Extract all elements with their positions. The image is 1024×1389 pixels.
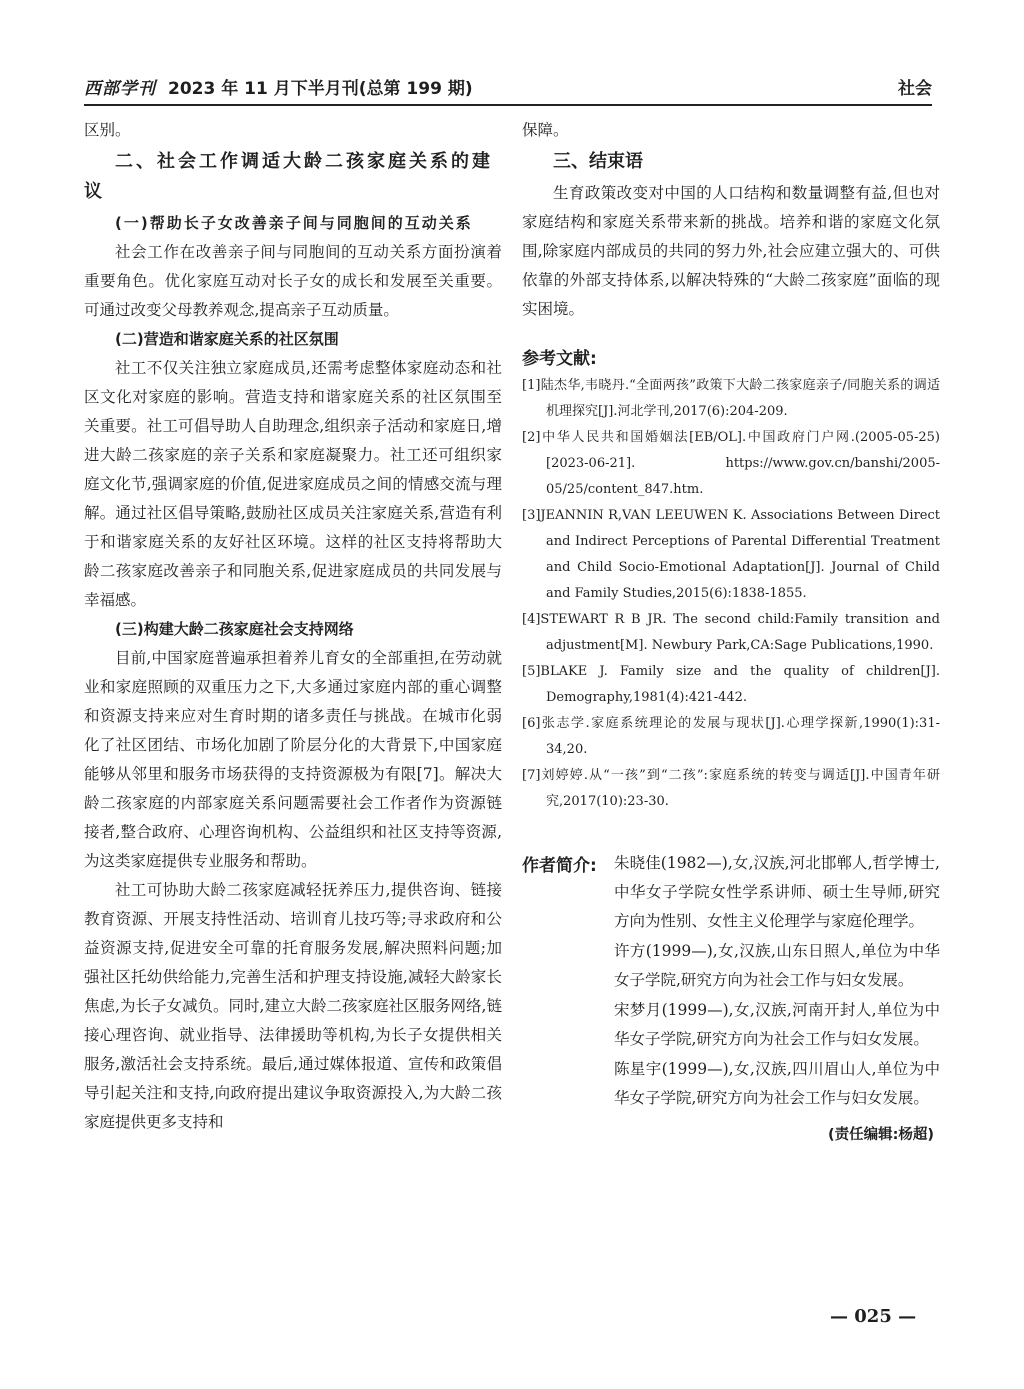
reference-item: [5]BLAKE J. Family size and the quality of children[J]. Demography,1981(4):421-442. bbox=[522, 664, 940, 705]
paragraph-4: 社工可协助大龄二孩家庭减轻抚养压力,提供咨询、链接教育资源、开展支持性活动、培训育儿技巧等;寻求政府和公益资源支持,促进安全可靠的托育服务发展,解决照料问题;加强社区托幼供给能力,完善生活和护理支持设施,减轻大龄家长焦虑,为长子女减负。同时,建立大龄二孩家庭社区服务网络,链接心理咨询、就业指导、法律援助等机构,为长子女提供相关服务,激活社会支持系统。最后,通过媒体报道、宣传和政策倡导引起关注和支持,向政府提出建议争取资源投入,为大龄二孩家庭提供更多支持和 bbox=[84, 881, 502, 1131]
header-rule bbox=[84, 104, 932, 106]
references-title: 参考文献: bbox=[522, 349, 597, 369]
paragraph-continuation: 区别。 bbox=[84, 121, 131, 139]
reference-item: [7]刘婷婷.从“一孩”到“二孩”:家庭系统的转变与调适[J].中国青年研究,2017(10):23-30. bbox=[522, 768, 940, 809]
reference-item: [6]张志学.家庭系统理论的发展与现状[J].心理学探新,1990(1):31-34,20. bbox=[522, 716, 940, 757]
right-column bbox=[522, 116, 940, 1144]
subheading-1: (一)帮助长子女改善亲子间与同胞间的互动关系 bbox=[115, 214, 473, 232]
reference-item: [3]JEANNIN R,VAN LEEUWEN K. Associations Between Direct and Indirect Perceptions of Parental Differential Treatment and Child Socio-Emotional Adaptation[J]. Journal of Child and Family Studies,2015(6):1838-1855. bbox=[522, 508, 940, 601]
journal-logo: 西部学刊 bbox=[84, 79, 156, 99]
paragraph-3: 目前,中国家庭普遍承担着养儿育女的全部重担,在劳动就业和家庭照顾的双重压力之下,大多通过家庭内部的重心调整和资源支持来应对生育时期的诸多责任与挑战。在城市化弱化了社区团结、市场化加剧了阶层分化的大背景下,中国家庭能够从邻里和服务市场获得的支持资源极为有限[7]。解决大龄二孩家庭的内部家庭关系问题需要社会工作者作为资源链接者,整合政府、心理咨询机构、公益组织和社区支持等资源,为这类家庭提供专业服务和帮助。 bbox=[84, 649, 502, 870]
left-column bbox=[84, 116, 502, 1137]
page-header bbox=[84, 68, 932, 102]
section-heading-2: 二、社会工作调适大龄二孩家庭关系的建议 bbox=[84, 151, 493, 202]
author-entry: 陈星宇(1999—),女,汉族,四川眉山人,单位为中华女子学院,研究方向为社会工作与妇女发展。 bbox=[614, 1060, 940, 1107]
author-entry: 宋梦月(1999—),女,汉族,河南开封人,单位为中华女子学院,研究方向为社会工作与妇女发展。 bbox=[614, 1001, 940, 1048]
paragraph-1: 社会工作在改善亲子间与同胞间的互动关系方面扮演着重要角色。优化家庭互动对长子女的成长和发展至关重要。可通过改变父母教养观念,提高亲子互动质量。 bbox=[84, 243, 502, 319]
author-bio-entries bbox=[614, 849, 940, 1113]
author-bio-label: 作者简介: bbox=[522, 856, 597, 876]
section-name: 社会 bbox=[898, 79, 932, 99]
references-list bbox=[522, 373, 940, 815]
author-entry: 许方(1999—),女,汉族,山东日照人,单位为中华女子学院,研究方向为社会工作与妇女发展。 bbox=[614, 942, 940, 989]
paragraph-2: 社工不仅关注独立家庭成员,还需考虑整体家庭动态和社区文化对家庭的影响。营造支持和谐家庭关系的社区氛围至关重要。社工可倡导助人自助理念,组织亲子活动和家庭日,增进大龄二孩家庭的亲子关系和家庭凝聚力。社工还可组织家庭文化节,强调家庭的价值,促进家庭成员之间的情感交流与理解。通过社区倡导策略,鼓励社区成员关注家庭关系,营造有利于和谐家庭关系的友好社区环境。这样的社区支持将帮助大龄二孩家庭改善亲子和同胞关系,促进家庭成员的共同发展与幸福感。 bbox=[84, 359, 502, 609]
reference-item: [4]STEWART R B JR. The second child:Family transition and adjustment[M]. Newbury Park,CA:Sage Publications,1990. bbox=[522, 612, 940, 653]
conclusion-paragraph: 生育政策改变对中国的人口结构和数量调整有益,但也对家庭结构和家庭关系带来新的挑战。培养和谐的家庭文化氛围,除家庭内部成员的共同的努力外,社会应建立强大的、可供依靠的外部支持体系,以解决特殊的“大龄二孩家庭”面临的现实困境。 bbox=[522, 184, 940, 318]
paragraph-continuation: 保障。 bbox=[522, 121, 569, 139]
reference-item: [2]中华人民共和国婚姻法[EB/OL].中国政府门户网.(2005-05-25)[2023-06-21]. https://www.gov.cn/banshi/2005-05/25/content_847.htm. bbox=[522, 430, 940, 497]
section-heading-3: 三、结束语 bbox=[553, 151, 643, 172]
page-number: — 025 — bbox=[830, 1306, 917, 1327]
author-entry: 朱晓佳(1982—),女,汉族,河北邯郸人,哲学博士,中华女子学院女性学系讲师、硕士生导师,研究方向为性别、女性主义伦理学与家庭伦理学。 bbox=[614, 854, 940, 930]
reference-item: [1]陆杰华,韦晓丹.“全面两孩”政策下大龄二孩家庭亲子/同胞关系的调适机理探究[J].河北学刊,2017(6):204-209. bbox=[522, 378, 940, 419]
subheading-2: (二)营造和谐家庭关系的社区氛围 bbox=[115, 330, 339, 348]
responsible-editor: (责任编辑:杨超) bbox=[827, 1127, 934, 1143]
issue-info: 2023 年 11 月下半月刊(总第 199 期) bbox=[168, 79, 473, 99]
author-bio bbox=[522, 849, 940, 1113]
subheading-3: (三)构建大龄二孩家庭社会支持网络 bbox=[115, 620, 354, 638]
